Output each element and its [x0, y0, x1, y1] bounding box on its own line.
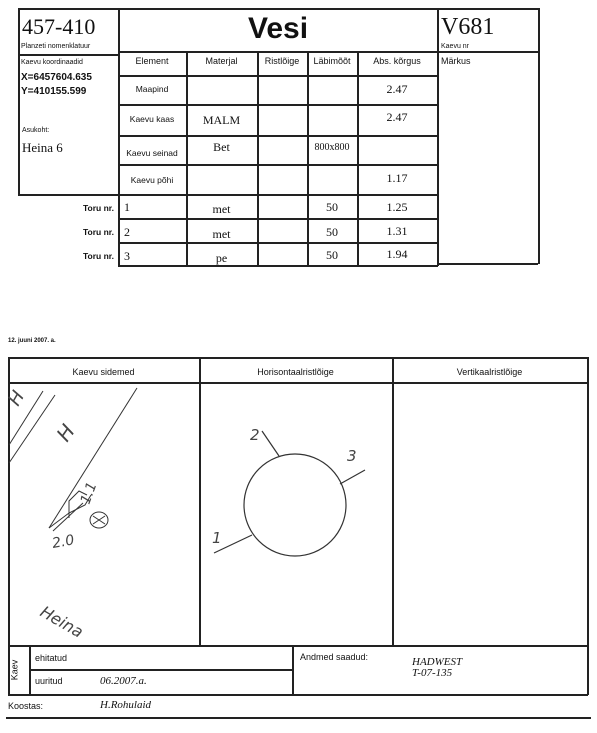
col-header-elevation: Abs. kõrgus: [373, 56, 421, 66]
y-coordinate: Y=410155.599: [21, 86, 87, 97]
location-value: Heina 6: [22, 140, 63, 155]
table-row-material: MALM: [202, 113, 241, 127]
pipe-diameter: 50: [326, 248, 338, 262]
source-label: Andmed saadud:: [300, 652, 369, 662]
date-note: 12. juuni 2007. a.: [8, 338, 56, 344]
pipe-diameter: 50: [326, 200, 338, 214]
table-row-element: Maapind: [135, 84, 169, 94]
pipe-material: met: [212, 202, 231, 216]
table-row-elevation: 2.47: [386, 82, 408, 96]
pipe-material: met: [212, 227, 231, 241]
col-vertical-section: Vertikaalristlõige: [456, 367, 523, 377]
col-connections: Kaevu sidemed: [72, 367, 135, 377]
hand-label-name: Heina: [37, 602, 87, 642]
hand-label-h2: H: [51, 419, 80, 446]
hand-label-dim2: 2.0: [50, 532, 76, 552]
pipe-diameter: 50: [326, 225, 338, 239]
location-label: Asukoht:: [22, 127, 50, 134]
table-row-material: Bet: [213, 140, 230, 154]
table-row-diameter: 800x800: [314, 142, 350, 153]
table-row-element: Kaevu kaas: [129, 114, 175, 124]
table-row-element: Kaevu seinad: [126, 148, 178, 158]
table-row-element: Kaevu põhi: [130, 175, 174, 185]
sheet-number: 457-410: [22, 14, 96, 39]
pipe-elevation: 1.31: [386, 224, 408, 238]
pipe-elevation: 1.94: [386, 247, 408, 261]
table-row-elevation: 2.47: [386, 110, 408, 124]
col-header-element: Element: [135, 56, 169, 66]
pipe-label: Toru nr.: [82, 203, 114, 213]
pipe-material: pe: [215, 251, 228, 265]
pipe-elevation: 1.25: [386, 200, 408, 214]
page-title: Vesi: [247, 12, 309, 45]
side-label: Kaev: [9, 659, 20, 681]
hand-label-h1: H: [4, 387, 30, 410]
col-header-material: Materjal: [205, 56, 238, 66]
table-row-elevation: 1.17: [386, 171, 408, 185]
connections-sketch: [4, 383, 199, 645]
pipe-number: 3: [124, 249, 130, 263]
author-label: Koostas:: [8, 701, 44, 711]
col-header-diameter: Läbimõõt: [313, 56, 351, 66]
hand-pipe-2: 2: [250, 426, 260, 444]
pipe-number: 2: [124, 225, 130, 239]
built-label: ehitatud: [35, 653, 68, 663]
horizontal-section-sketch: [200, 383, 392, 645]
well-label: Kaevu nr: [441, 43, 470, 50]
hand-label-dim1: 1.1: [77, 479, 101, 507]
col-header-section: Ristlõige: [264, 56, 300, 66]
pipe-number: 1: [124, 200, 130, 214]
hand-pipe-3: 3: [347, 447, 357, 465]
x-coordinate: X=6457604.635: [21, 72, 92, 83]
source-line-2: T-07-135: [412, 667, 453, 679]
sheet-label: Planzeti nomenklatuur: [21, 43, 91, 50]
hand-pipe-1: 1: [212, 529, 222, 547]
source-line-1: HADWEST: [412, 656, 463, 668]
author-value: H.Rohulaid: [100, 699, 152, 711]
pipe-label: Toru nr.: [82, 227, 114, 237]
col-horizontal-section: Horisontaalristlõige: [257, 367, 334, 377]
well-id: V681: [441, 14, 495, 40]
surveyed-label: uuritud: [35, 676, 63, 686]
remarks-label: Märkus: [441, 56, 471, 66]
coords-label: Kaevu koordinaadid: [21, 59, 83, 66]
pipe-label: Toru nr.: [82, 251, 114, 261]
surveyed-value: 06.2007.a.: [100, 675, 147, 687]
